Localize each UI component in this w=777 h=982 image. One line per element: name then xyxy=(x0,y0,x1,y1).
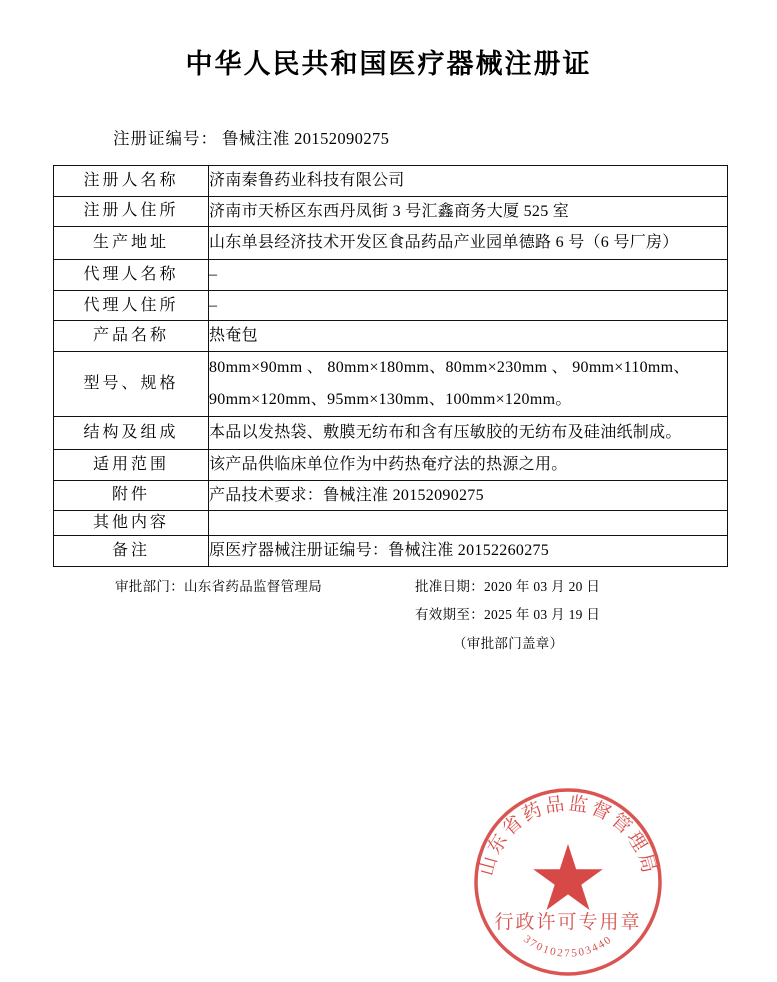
table-row xyxy=(54,511,728,536)
seal-code-text: 3701027503440 xyxy=(521,933,615,960)
seal-bottom-text: 行政许可专用章 xyxy=(494,912,642,933)
row-value: – xyxy=(209,290,728,321)
row-label: 结构及组成 xyxy=(54,416,209,449)
row-value: 本品以发热袋、敷膜无纺布和含有压敏胶的无纺布及硅油纸制成。 xyxy=(209,416,728,449)
seal-top-text: 山东省药品监督管理局 xyxy=(476,793,660,879)
seal-star-icon xyxy=(533,844,603,910)
row-value: 热奄包 xyxy=(209,321,728,352)
row-label: 附件 xyxy=(54,480,209,511)
row-label: 产品名称 xyxy=(54,321,209,352)
footer-right-block xyxy=(415,576,600,662)
row-value xyxy=(209,511,728,536)
svg-text:3701027503440 xyxy=(521,933,615,959)
table-row xyxy=(54,536,728,567)
row-label: 型号、规格 xyxy=(54,351,209,416)
approval-department: 审批部门：山东省药品监督管理局 xyxy=(115,578,322,594)
table-row xyxy=(54,321,728,352)
row-value: 原医疗器械注册证编号：鲁械注准 20152260275 xyxy=(209,536,728,567)
official-seal xyxy=(468,782,668,982)
row-label: 注册人住所 xyxy=(54,196,209,227)
table-row xyxy=(54,166,728,197)
table-row xyxy=(54,227,728,260)
table-row xyxy=(54,260,728,291)
row-label: 生产地址 xyxy=(54,227,209,260)
registration-number-line xyxy=(113,125,777,149)
row-value: 该产品供临床单位作为中药热奄疗法的热源之用。 xyxy=(209,449,728,480)
table-row xyxy=(54,480,728,511)
row-value: 产品技术要求：鲁械注准 20152090275 xyxy=(209,480,728,511)
row-label: 代理人住所 xyxy=(54,290,209,321)
row-value: 山东单县经济技术开发区食品药品产业园单德路 6 号（6 号厂房） xyxy=(209,227,728,260)
valid-until: 有效期至：2025 年 03 月 19 日 xyxy=(415,607,601,623)
row-label: 其他内容 xyxy=(54,511,209,536)
table-row xyxy=(54,196,728,227)
registration-number-value: 鲁械注准 20152090275 xyxy=(222,129,390,148)
row-value: 济南秦鲁药业科技有限公司 xyxy=(209,166,728,197)
page-title: 中华人民共和国医疗器械注册证 xyxy=(185,49,592,79)
row-label: 适用范围 xyxy=(54,449,209,480)
svg-text:山东省药品监督管理局 xyxy=(475,792,659,878)
registration-number-label: 注册证编号： xyxy=(113,129,218,148)
row-label: 注册人名称 xyxy=(54,166,209,197)
row-value: 济南市天桥区东西丹凤街 3 号汇鑫商务大厦 525 室 xyxy=(209,196,728,227)
row-value: 80mm×90mm 、 80mm×180mm、80mm×230mm 、 90mm×110mm、90mm×120mm、95mm×130mm、100mm×120mm。 xyxy=(209,351,728,416)
row-value: – xyxy=(209,260,728,291)
approval-date: 批准日期：2020 年 03 月 20 日 xyxy=(415,578,601,594)
certificate-table xyxy=(53,165,728,567)
table-row xyxy=(54,416,728,449)
seal-note: （审批部门盖章） xyxy=(453,635,564,651)
row-label: 备注 xyxy=(54,536,209,567)
table-row xyxy=(54,351,728,416)
table-row xyxy=(54,449,728,480)
table-row xyxy=(54,290,728,321)
row-label: 代理人名称 xyxy=(54,260,209,291)
certificate-page xyxy=(0,42,777,960)
